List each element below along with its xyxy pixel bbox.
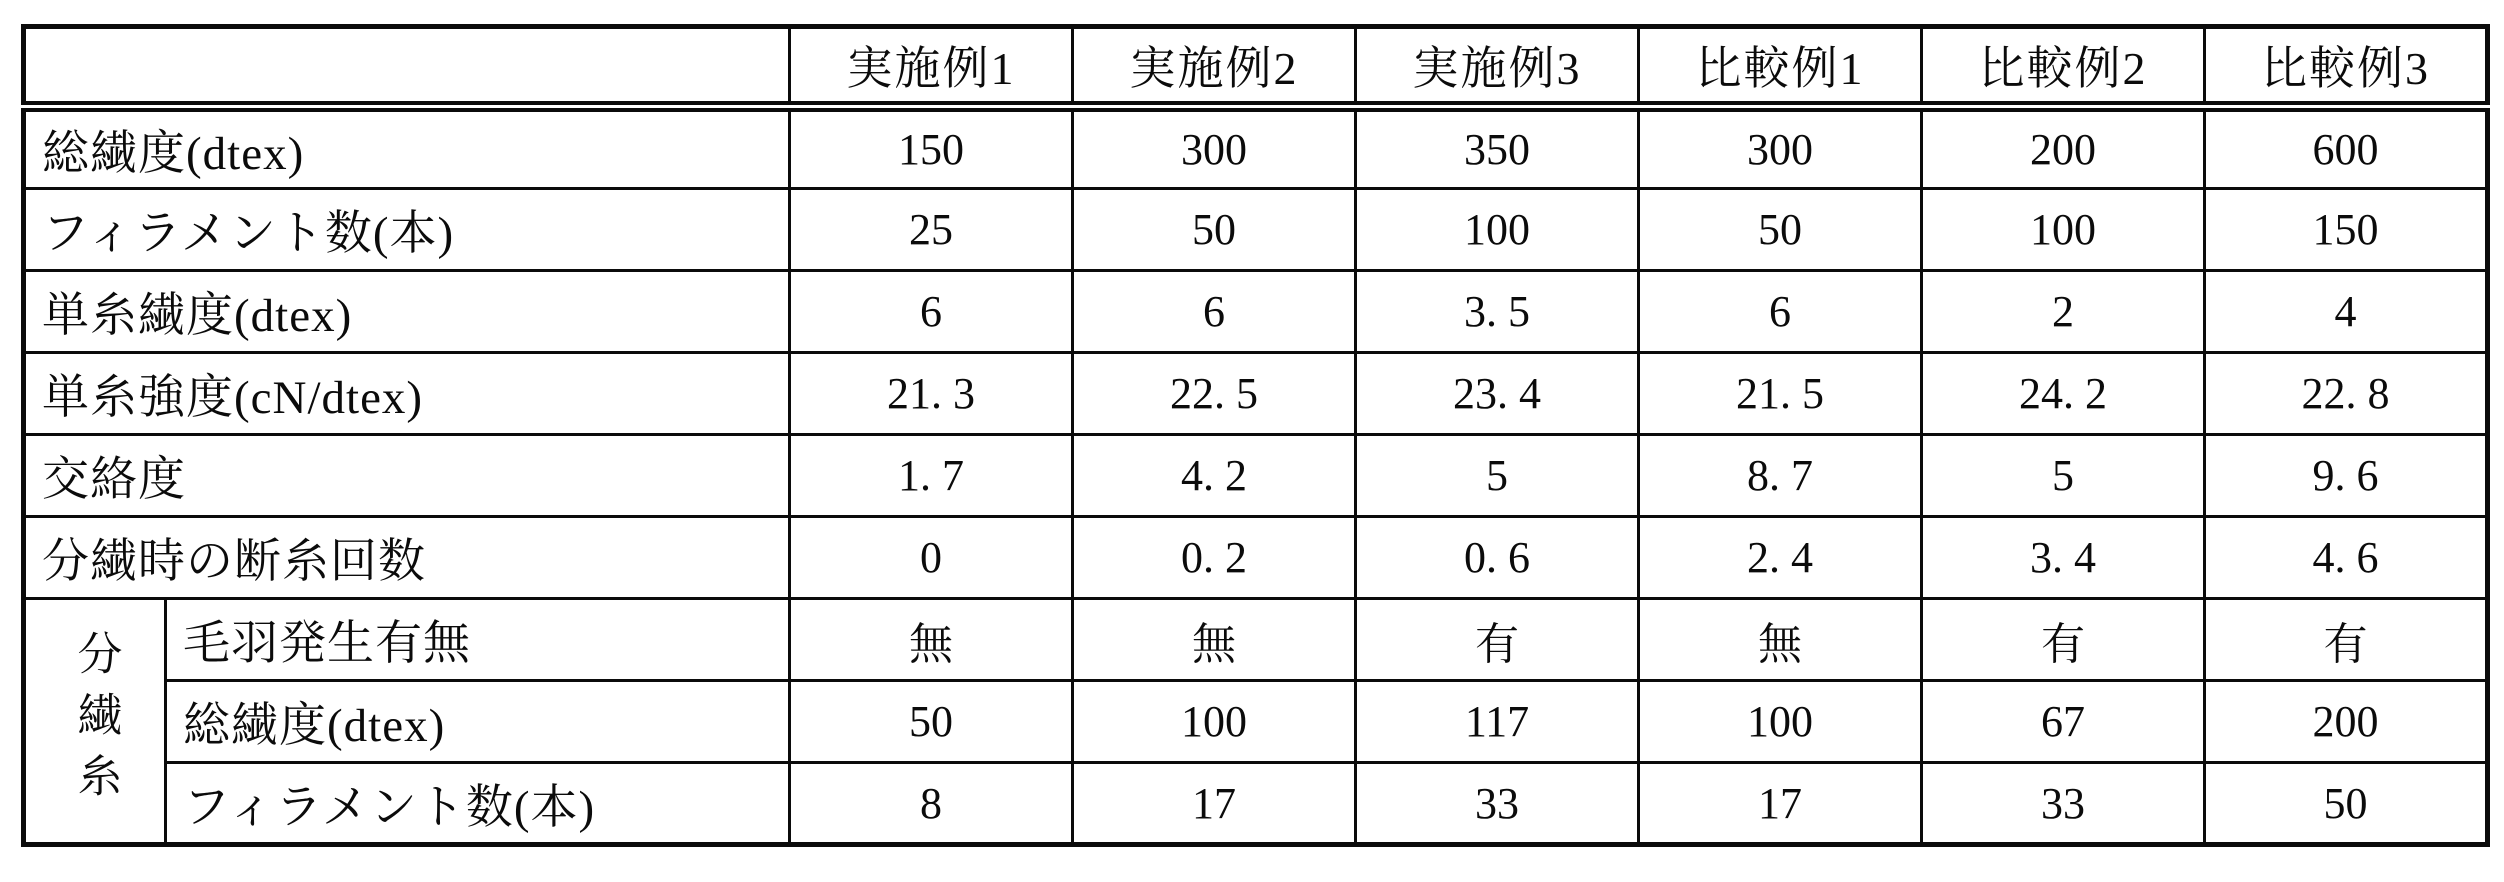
table-row-interlace-degree <box>24 435 2488 517</box>
table-row-yarn-break-count <box>24 517 2488 599</box>
row-label: 総繊度(dtex) <box>24 107 790 189</box>
value-cell: 8 <box>790 763 1073 845</box>
corner-cell <box>24 27 790 107</box>
value-cell: 67 <box>1922 681 2205 763</box>
row-label: 総繊度(dtex) <box>166 681 790 763</box>
value-cell: 50 <box>2205 763 2488 845</box>
column-header-comparative-1: 比較例1 <box>1639 27 1922 107</box>
value-cell: 2 <box>1922 271 2205 353</box>
value-cell: 24. 2 <box>1922 353 2205 435</box>
value-cell: 21. 5 <box>1639 353 1922 435</box>
value-cell: 8. 7 <box>1639 435 1922 517</box>
value-cell: 0. 6 <box>1356 517 1639 599</box>
value-cell: 有 <box>1922 599 2205 681</box>
table-row-fluff-occurrence <box>24 599 2488 681</box>
value-cell: 有 <box>2205 599 2488 681</box>
value-cell: 200 <box>2205 681 2488 763</box>
value-cell: 300 <box>1073 107 1356 189</box>
value-cell: 350 <box>1356 107 1639 189</box>
value-cell: 50 <box>1639 189 1922 271</box>
value-cell: 100 <box>1639 681 1922 763</box>
value-cell: 6 <box>1639 271 1922 353</box>
value-cell: 50 <box>1073 189 1356 271</box>
table-row-split-total-fineness <box>24 681 2488 763</box>
value-cell: 117 <box>1356 681 1639 763</box>
table-row-split-filament-count <box>24 763 2488 845</box>
table-row-single-yarn-fineness <box>24 271 2488 353</box>
value-cell: 6 <box>1073 271 1356 353</box>
value-cell: 17 <box>1639 763 1922 845</box>
value-cell: 22. 8 <box>2205 353 2488 435</box>
value-cell: 無 <box>1073 599 1356 681</box>
group-label-split-yarn <box>24 599 166 845</box>
row-label: 単糸繊度(dtex) <box>24 271 790 353</box>
value-cell: 100 <box>1073 681 1356 763</box>
patent-table <box>21 24 2490 847</box>
table-row-total-fineness <box>24 107 2488 189</box>
value-cell: 5 <box>1356 435 1639 517</box>
value-cell: 有 <box>1356 599 1639 681</box>
value-cell: 25 <box>790 189 1073 271</box>
value-cell: 0 <box>790 517 1073 599</box>
value-cell: 100 <box>1356 189 1639 271</box>
value-cell: 33 <box>1922 763 2205 845</box>
table-row-filament-count <box>24 189 2488 271</box>
value-cell: 無 <box>1639 599 1922 681</box>
value-cell: 3. 5 <box>1356 271 1639 353</box>
row-label: 分繊時の断糸回数 <box>24 517 790 599</box>
value-cell: 9. 6 <box>2205 435 2488 517</box>
value-cell: 21. 3 <box>790 353 1073 435</box>
value-cell: 無 <box>790 599 1073 681</box>
row-label: フィラメント数(本) <box>166 763 790 845</box>
value-cell: 150 <box>790 107 1073 189</box>
value-cell: 50 <box>790 681 1073 763</box>
column-header-comparative-2: 比較例2 <box>1922 27 2205 107</box>
value-cell: 5 <box>1922 435 2205 517</box>
header-row <box>24 27 2488 107</box>
value-cell: 0. 2 <box>1073 517 1356 599</box>
row-label: 単糸強度(cN/dtex) <box>24 353 790 435</box>
value-cell: 33 <box>1356 763 1639 845</box>
value-cell: 200 <box>1922 107 2205 189</box>
value-cell: 6 <box>790 271 1073 353</box>
value-cell: 100 <box>1922 189 2205 271</box>
row-label: 毛羽発生有無 <box>166 599 790 681</box>
value-cell: 4. 6 <box>2205 517 2488 599</box>
value-cell: 22. 5 <box>1073 353 1356 435</box>
column-header-example-1: 実施例1 <box>790 27 1073 107</box>
value-cell: 3. 4 <box>1922 517 2205 599</box>
row-label: フィラメント数(本) <box>24 189 790 271</box>
value-cell: 17 <box>1073 763 1356 845</box>
value-cell: 600 <box>2205 107 2488 189</box>
value-cell: 4 <box>2205 271 2488 353</box>
row-label: 交絡度 <box>24 435 790 517</box>
value-cell: 23. 4 <box>1356 353 1639 435</box>
value-cell: 1. 7 <box>790 435 1073 517</box>
table-row-single-yarn-strength <box>24 353 2488 435</box>
column-header-example-2: 実施例2 <box>1073 27 1356 107</box>
column-header-example-3: 実施例3 <box>1356 27 1639 107</box>
group-label-vertical-text: 分繊糸 <box>70 629 121 813</box>
column-header-comparative-3: 比較例3 <box>2205 27 2488 107</box>
value-cell: 150 <box>2205 189 2488 271</box>
value-cell: 4. 2 <box>1073 435 1356 517</box>
value-cell: 2. 4 <box>1639 517 1922 599</box>
value-cell: 300 <box>1639 107 1922 189</box>
